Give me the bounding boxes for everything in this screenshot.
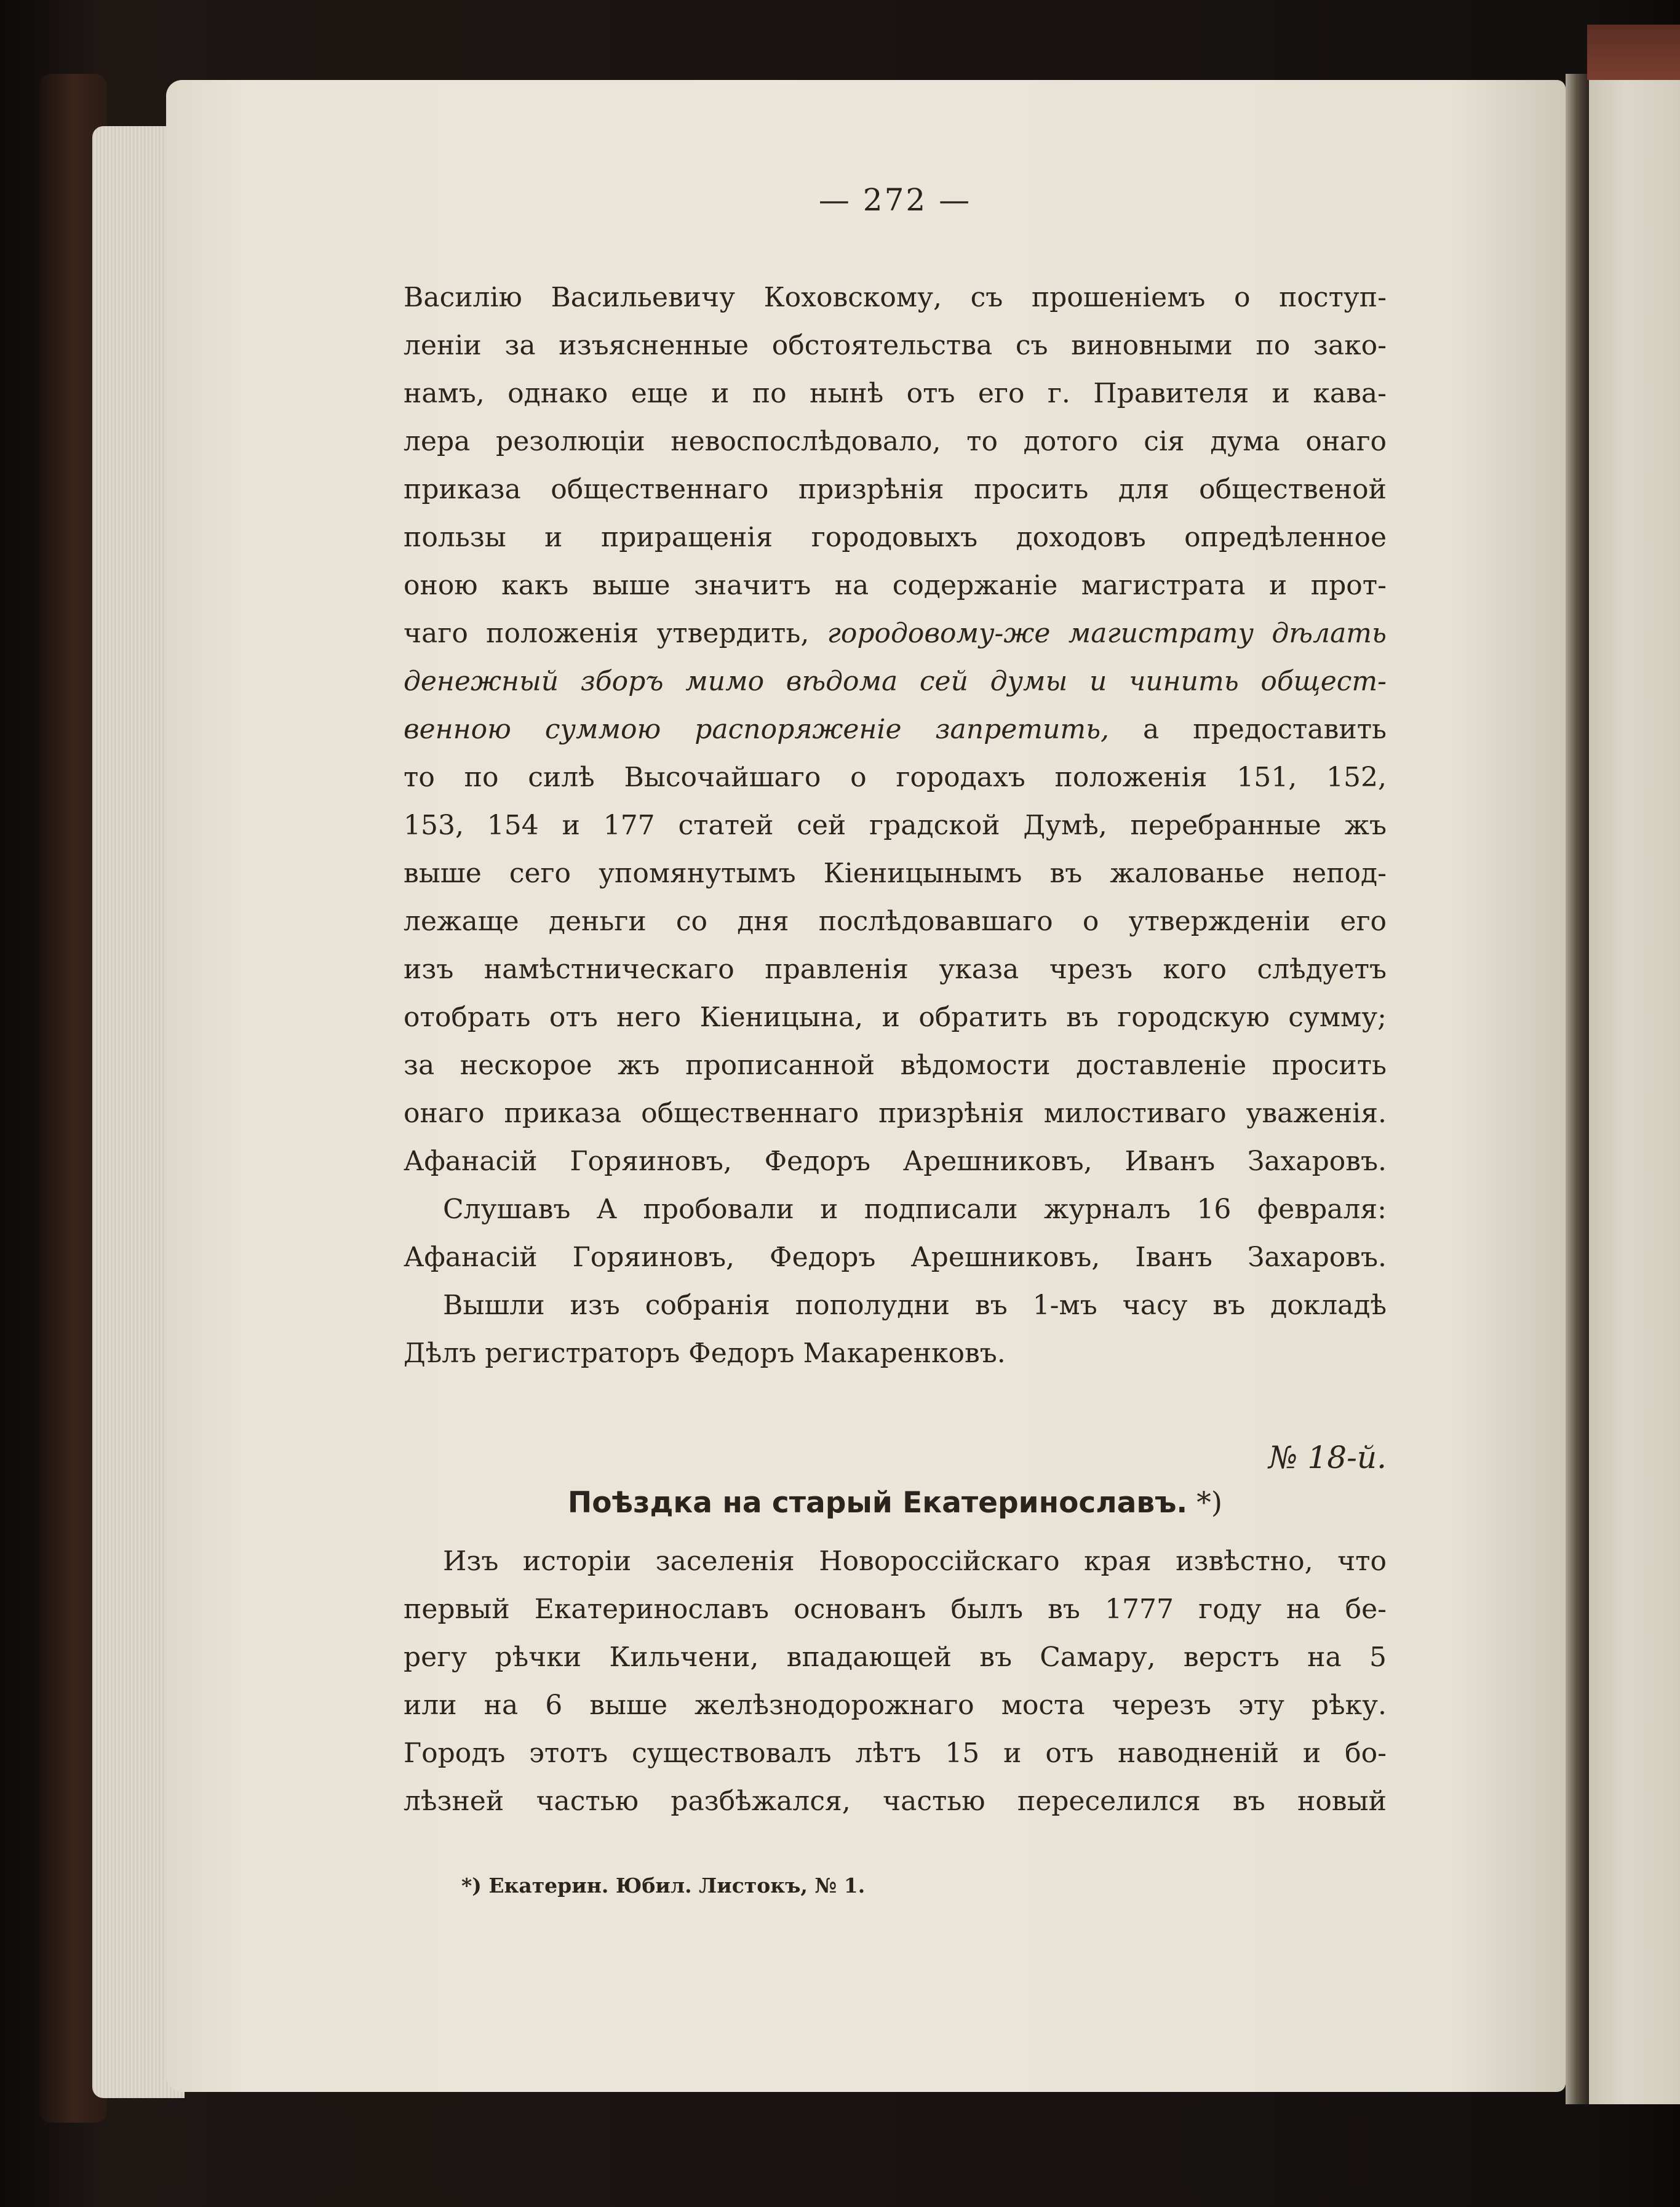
- text-line: Изъ исторіи заселенія Новороссійскаго края извѣстно, что: [443, 1546, 1387, 1577]
- document-number: № 18-й.: [1268, 1440, 1387, 1475]
- text-line: Городъ этотъ существовалъ лѣтъ 15 и отъ наводненій и бо-: [404, 1738, 1387, 1769]
- text-line: лѣзней частью разбѣжался, частью переселился въ новый: [404, 1786, 1387, 1817]
- text-plain: чаго положенія утвердить,: [404, 618, 827, 649]
- text-line: оною какъ выше значитъ на содержаніе магистрата и прот-: [404, 570, 1387, 601]
- text-line: Василію Васильевичу Коховскому, съ прошеніемъ о поступ-: [404, 282, 1387, 313]
- text-italic: городовому-же магистрату дѣлать: [827, 618, 1387, 649]
- text-line: Дѣлъ регистраторъ Федоръ Макаренковъ.: [404, 1338, 1006, 1369]
- text-line: 153, 154 и 177 статей сей градской Думѣ, перебранные жъ: [404, 810, 1387, 841]
- text-line: отобрать отъ него Кіеницына, и обратить въ городскую сумму;: [404, 1002, 1387, 1033]
- page-number: — 272 —: [818, 182, 972, 218]
- text-line-italic: денежный зборъ мимо вѣдома сей думы и чинить общест-: [404, 666, 1387, 697]
- book-spine-right: [1587, 25, 1680, 80]
- text-line: Вышли изъ собранія пополудни въ 1-мъ часу въ докладѣ: [443, 1290, 1387, 1321]
- text-line: за нескорое жъ прописанной вѣдомости доставленіе просить: [404, 1050, 1387, 1081]
- text-plain: а предоставить: [1109, 714, 1387, 745]
- text-line: лежаще деньги со дня послѣдовавшаго о утвержденіи его: [404, 906, 1387, 937]
- text-line: или на 6 выше желѣзнодорожнаго моста черезъ эту рѣку.: [404, 1690, 1387, 1721]
- footnote-marker: *): [1187, 1486, 1223, 1520]
- signatures-line: Афанасій Горяиновъ, Федоръ Арешниковъ, Иванъ Захаровъ.: [404, 1146, 1387, 1177]
- text-line-mixed: [404, 617, 1387, 651]
- text-line: онаго приказа общественнаго призрѣнія милостиваго уваженія.: [404, 1098, 1387, 1129]
- facing-page-edge: [1589, 74, 1680, 2104]
- text-line-mixed: [404, 712, 1387, 747]
- footnote: *) Екатерин. Юбил. Листокъ, № 1.: [461, 1874, 866, 1898]
- heading-title: Поѣздка на старый Екатеринославъ.: [567, 1486, 1188, 1520]
- signatures-line: Афанасій Горяиновъ, Федоръ Арешниковъ, Іванъ Захаровъ.: [404, 1242, 1387, 1273]
- text-line: леніи за изъясненные обстоятельства съ виновными по зако-: [404, 330, 1387, 361]
- text-line: первый Екатеринославъ основанъ былъ въ 1777 году на бе-: [404, 1594, 1387, 1625]
- text-line: Слушавъ А пробовали и подписали журналъ 16 февраля:: [443, 1194, 1387, 1225]
- text-line: регу рѣчки Кильчени, впадающей въ Самару, верстъ на 5: [404, 1642, 1387, 1673]
- text-line: намъ, однако еще и по нынѣ отъ его г. Правителя и кава-: [404, 378, 1387, 409]
- text-line: лера резолюціи невоспослѣдовало, то дотого сія дума онаго: [404, 426, 1387, 457]
- text-line: то по силѣ Высочайшаго о городахъ положенія 151, 152,: [404, 762, 1387, 793]
- text-italic: венною суммою распоряженіе запретить,: [404, 714, 1110, 745]
- text-line: изъ намѣстническаго правленія указа чрезъ кого слѣдуетъ: [404, 954, 1387, 985]
- text-line: пользы и приращенія городовыхъ доходовъ опредѣленное: [404, 522, 1387, 553]
- text-line: приказа общественнаго призрѣнія просить для общественой: [404, 474, 1387, 505]
- book-gutter: [1566, 74, 1589, 2104]
- section-heading: [404, 1486, 1387, 1520]
- text-line: выше сего упомянутымъ Кіеницынымъ въ жалованье непод-: [404, 858, 1387, 889]
